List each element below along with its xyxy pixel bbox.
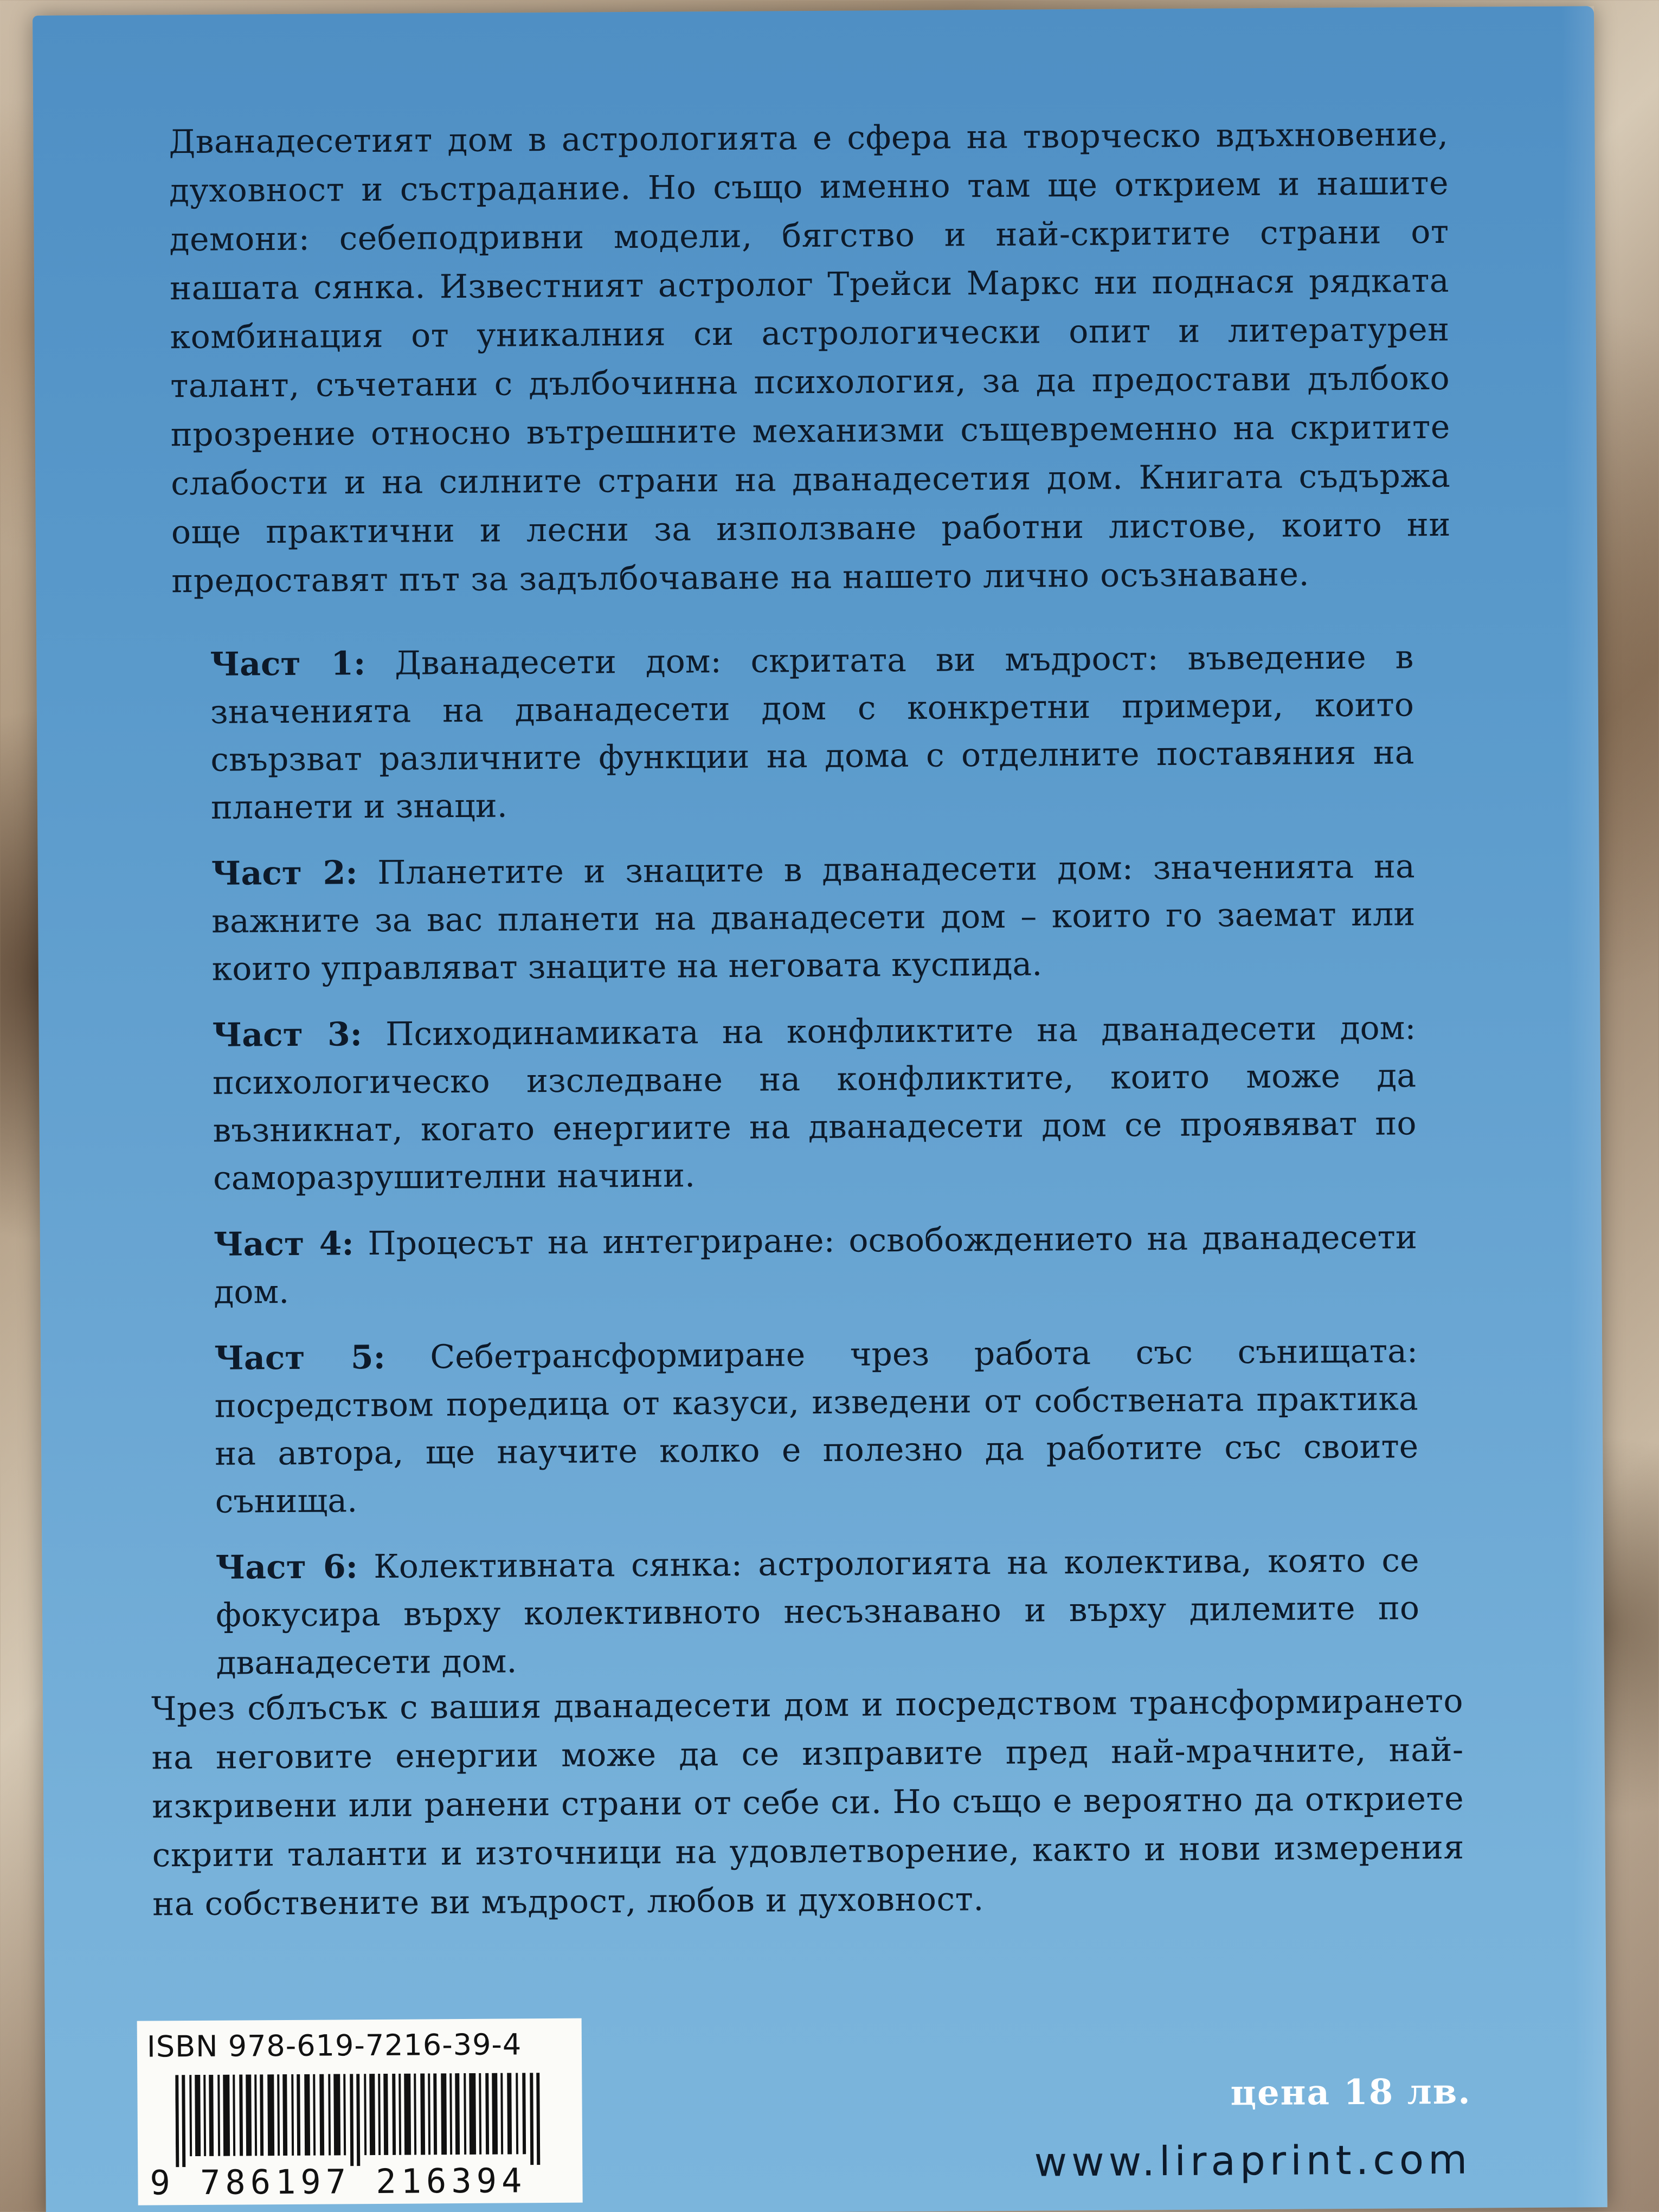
barcode-digits: 9 786197 216394 xyxy=(150,2160,527,2203)
parts-list xyxy=(210,633,1420,1706)
isbn-text: ISBN 978-619-7216-39-4 xyxy=(146,2027,522,2064)
part-item xyxy=(215,1536,1420,1687)
part-label: Част 4: xyxy=(213,1225,354,1264)
part-label: Част 6: xyxy=(215,1548,358,1587)
part-text: Планетите и знаците в дванадесети дом: значенията на важните за вас планети на дванадесети дом – които го заемат или които управляват знаците на неговата куспида. xyxy=(211,847,1416,988)
outro-paragraph: Чрез сблъсък с вашия дванадесети дом и посредством трансформирането на неговите енергии може да се изправите пред най-мрачните, най-изкривени или ранени страни от себе си. Но също е вероятно да откриете скрити таланти и източници на удовлетворение, както и нови измерения на собствените ви мъдрост, любов и духовност. xyxy=(151,1682,1464,1924)
part-text: Процесът на интегриране: освобождението на дванадесети дом. xyxy=(214,1218,1418,1311)
part-item xyxy=(211,843,1416,993)
part-text: Дванадесети дом: скритата ви мъдрост: въведение в значенията на дванадесети дом с конкретни примери, които свързват различните функции на дома с отделните поставяния на планети и знаци. xyxy=(210,638,1414,827)
part-text: Себетрансформиране чрез работа със сънищата: посредством поредица от казуси, изведени от собствената практика на автора, ще научите колко е полезно да работите със своите сънища. xyxy=(214,1332,1419,1521)
price-label: цена 18 лв. xyxy=(1230,2071,1471,2114)
isbn-barcode-label xyxy=(137,2018,583,2205)
part-item xyxy=(212,1004,1417,1203)
part-label: Част 1: xyxy=(210,645,366,684)
part-item xyxy=(210,633,1414,832)
part-label: Част 2: xyxy=(211,854,358,893)
publisher-website: www.liraprint.com xyxy=(1034,2136,1472,2186)
part-text: Психодинамиката на конфликтите на дванадесети дом: психологическо изследване на конфликтите, които може да възникнат, когато енергиите на дванадесети дом се проявяват по саморазрушителни начини. xyxy=(212,1009,1417,1198)
part-label: Част 5: xyxy=(214,1338,386,1378)
part-item xyxy=(214,1327,1419,1526)
intro-paragraph: Дванадесетият дом в астрологията е сфера на творческо вдъхновение, духовност и състрадание. Но също именно там ще открием и нашите демони: себеподривни модели, бягство и най-скритите страни от нашата сянка. Известният астролог Трейси Маркс ни поднася рядката комбинация от уникалния си астрологически опит и литературен талант, съчетани с дълбочинна психология, за да предостави дълбоко прозрение относно вътрешните механизми същевременно на скритите слабости и на силните страни на дванадесетия дом. Книгата съдържа още практични и лесни за използване работни листове, които ни предоставят път за задълбочаване на нашето лично осъзнаване. xyxy=(169,115,1451,601)
barcode-icon xyxy=(175,2073,550,2167)
part-item xyxy=(214,1213,1418,1316)
part-text: Колективната сянка: астрологията на колектива, която се фокусира върху колективното несъзнавано и върху дилемите по дванадесети дом. xyxy=(215,1541,1420,1682)
book-back-cover xyxy=(33,6,1607,2212)
part-label: Част 3: xyxy=(212,1015,363,1054)
